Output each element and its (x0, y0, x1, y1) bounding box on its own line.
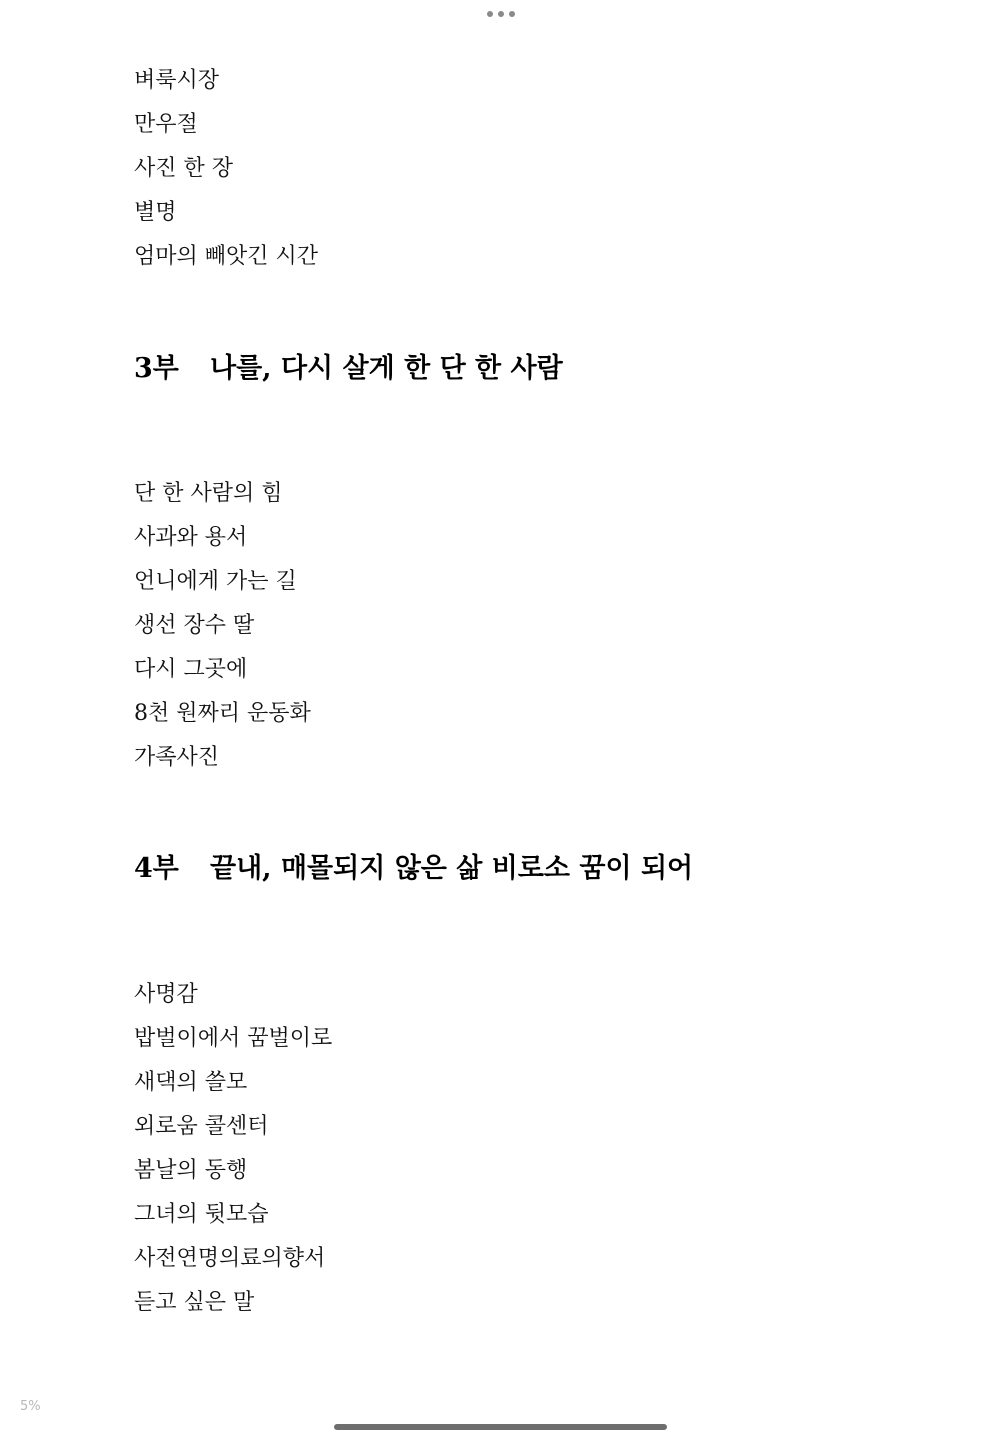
toc-entry[interactable]: 밥벌이에서 꿈벌이로 (134, 1026, 333, 1051)
toc-entry[interactable]: 가족사진 (134, 745, 220, 770)
toc-entry[interactable]: 만우절 (134, 112, 198, 137)
ellipsis-icon (509, 11, 515, 17)
more-options-button[interactable] (487, 10, 515, 18)
toc-entry[interactable]: 엄마의 빼앗긴 시간 (134, 244, 319, 269)
toc-entry[interactable]: 사과와 용서 (134, 525, 248, 550)
toc-entry[interactable]: 외로움 콜센터 (134, 1114, 269, 1139)
reading-progress: 5% (20, 1399, 41, 1414)
toc-entry[interactable]: 단 한 사람의 힘 (134, 481, 283, 506)
toc-entry[interactable]: 생선 장수 딸 (134, 613, 255, 638)
toc-entry[interactable]: 벼룩시장 (134, 68, 220, 93)
part-3-heading[interactable] (134, 352, 563, 386)
toc-entry[interactable]: 봄날의 동행 (134, 1158, 248, 1183)
part-number: 4부 (134, 853, 179, 884)
home-indicator[interactable] (334, 1424, 667, 1430)
toc-entry[interactable]: 듣고 싶은 말 (134, 1290, 255, 1315)
toc-entry[interactable]: 사진 한 장 (134, 156, 233, 181)
toc-entry[interactable]: 사전연명의료의향서 (134, 1246, 326, 1271)
toc-entry[interactable]: 새댁의 쓸모 (134, 1070, 248, 1095)
part-4-heading[interactable] (134, 852, 693, 886)
toc-entry[interactable]: 언니에게 가는 길 (134, 569, 297, 594)
ellipsis-icon (498, 11, 504, 17)
toc-entry[interactable]: 별명 (134, 200, 177, 225)
part-number: 3부 (134, 353, 179, 384)
part-title: 끝내, 매몰되지 않은 삶 비로소 꿈이 되어 (210, 853, 694, 884)
ellipsis-icon (487, 11, 493, 17)
toc-entry[interactable]: 그녀의 뒷모습 (134, 1202, 269, 1227)
toc-entry[interactable]: 사명감 (134, 982, 198, 1007)
part-title: 나를, 다시 살게 한 단 한 사람 (210, 353, 563, 384)
toc-entry[interactable]: 다시 그곳에 (134, 657, 248, 682)
toc-entry[interactable]: 8천 원짜리 운동화 (134, 701, 311, 726)
